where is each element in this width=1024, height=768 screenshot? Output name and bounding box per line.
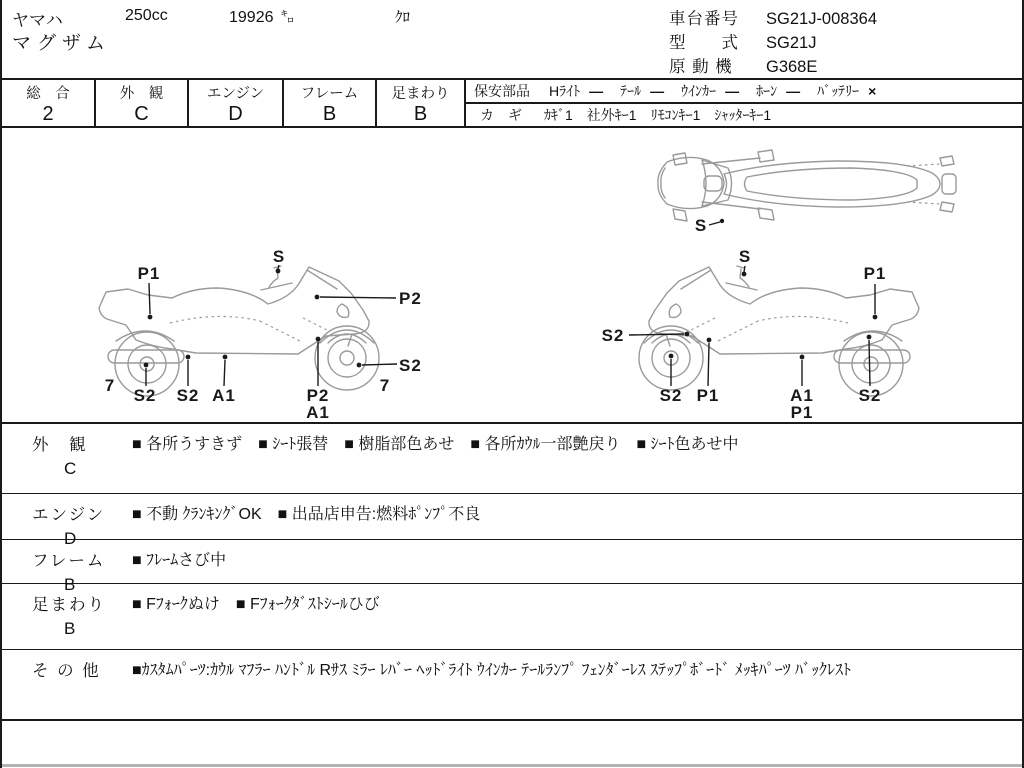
model-name: マグザム [12,33,112,54]
note-section-label [2,540,132,594]
leader-dots-right [669,272,878,360]
grade-cell [96,80,189,126]
damage-code-label: A1 [212,386,236,405]
note-text: ■ ﾌﾚｰﾑさび中 [132,552,227,569]
note-section-label [2,494,132,548]
damage-code-label: S [694,216,708,235]
safety-parts-row [466,80,1022,104]
note-text: ■ Fﾌｫｰｸぬけ ■ Fﾌｫｰｸﾀﾞｽﾄｼｰﾙひび [132,596,380,613]
grade-value: B [322,103,337,125]
grade-value: C [134,103,149,125]
damage-code-label: S2 [858,386,882,405]
damage-code-label: P2 [306,386,330,405]
damage-code-label: S2 [601,326,625,345]
grade-label: エンジン [206,86,265,102]
note-section-name: そ の 他 [32,662,101,680]
grade-strip [2,78,1022,128]
vehicle-diagram [2,128,1022,422]
vehicle-diagram-svg [2,128,1022,422]
safety-part-status: × [868,83,877,99]
empty-row [2,719,1022,767]
mileage [229,7,295,27]
safety-part-status: ― [725,83,740,99]
damage-code-label: P1 [696,386,720,405]
scooter-side-view-left [99,247,422,422]
safety-part-item [817,81,876,101]
grade-cell [377,80,466,126]
safety-part-name: ﾎｰﾝ [756,83,778,99]
note-row [2,494,1022,548]
safety-part-item [620,81,664,101]
grade-label: 総 合 [26,86,70,102]
mileage-value: 19926 [229,9,274,26]
engine-code-value: G368E [766,58,818,76]
note-row [2,584,1022,650]
damage-code-label: 7 [379,376,391,395]
safety-part-status: ― [786,83,801,99]
note-section-label [2,424,132,493]
safety-parts-label: 保安部品 [474,83,530,99]
damage-code-label: P1 [863,264,887,283]
damage-code-label: S [738,247,752,266]
note-section-grade: D [64,529,77,548]
note-row [2,650,1022,721]
body-color: ｸﾛ [395,9,411,26]
scooter-top-view [658,150,956,235]
note-section-label [2,650,132,721]
bottom-strip [2,764,1022,767]
maker-name: ヤマハ [12,11,63,30]
chassis-number-value: SG21J-008364 [766,10,877,28]
note-section-label [2,584,132,649]
model-code-row [669,29,816,53]
safety-part-status: ― [589,83,604,99]
damage-code-label: S2 [133,386,157,405]
damage-code-label: S2 [176,386,200,405]
chassis-number-row [669,5,877,29]
damage-code-label: P1 [790,403,814,422]
grade-cell [2,80,96,126]
note-section-name: 外 観 [32,436,88,454]
safety-parts-box [466,80,1022,126]
model-code-value: SG21J [766,34,817,52]
damage-code-label: P1 [137,264,161,283]
note-section-name: エンジン [32,506,106,524]
grade-value: D [228,103,243,125]
safety-part-item [549,81,603,101]
safety-part-status: ― [650,83,665,99]
damage-code-label: A1 [306,403,330,422]
note-text: ■ 各所うすきず ■ ｼｰﾄ張替 ■ 樹脂部色あせ ■ 各所ｶｳﾙ一部艶戻り ■ ｼｰﾄ色あせ中 [132,436,739,453]
safety-part-item [756,81,800,101]
note-section-grade: B [64,575,76,594]
damage-code-label: S [272,247,286,266]
engine-code-label: 原 動 機 [669,58,733,76]
note-section-grade: B [64,619,76,638]
grade-label: 足まわり [391,86,450,102]
header [2,0,1022,78]
safety-part-name: ﾃｰﾙ [620,83,642,99]
scooter-side-view-right [602,247,919,422]
grade-value: 2 [42,103,54,125]
keys-label: カ ギ [480,107,522,123]
displacement: 250cc [125,7,168,24]
damage-code-label: P2 [399,289,422,308]
condition-notes [2,422,1022,721]
note-row [2,540,1022,594]
keys-row [466,104,1022,126]
chassis-number-label: 車台番号 [669,10,739,28]
model-code-label: 型 式 [669,34,739,52]
safety-part-name: ｳｲﾝｶｰ [681,83,717,99]
grade-cell [189,80,284,126]
note-text: ■ 不動 ｸﾗﾝｷﾝｸﾞOK ■ 出品店申告:燃料ﾎﾟﾝﾌﾟ不良 [132,506,481,523]
damage-code-label: S2 [399,356,422,375]
note-text: ■ｶｽﾀﾑﾊﾟｰﾂ:ｶｳﾙ ﾏﾌﾗｰ ﾊﾝﾄﾞﾙ Rｻｽ ﾐﾗｰ ﾚﾊﾞｰ ﾍｯﾄﾞﾗｲﾄ ｳｲﾝｶｰ ﾃｰﾙﾗﾝﾌﾟ ﾌｪﾝﾀﾞｰﾚｽ ｽﾃｯﾌﾟﾎﾞｰﾄﾞ ﾒｯｷﾊﾟｰﾂ ﾊﾞｯｸﾚｽﾄ [132,662,852,679]
grade-label: フレーム [300,86,359,102]
keys-value: ｶｷﾞ1 社外ｷｰ1 ﾘﾓｺﾝｷｰ1 ｼｬｯﾀｰｷｰ1 [544,107,772,123]
note-section-name: フレーム [32,552,106,570]
grade-label: 外 観 [119,86,164,102]
engine-code-row [669,53,817,77]
safety-part-name: ﾊﾞｯﾃﾘｰ [817,83,860,99]
note-section-name: 足まわり [32,596,106,614]
safety-part-item [681,81,739,101]
note-section-grade: C [64,459,77,478]
note-row [2,424,1022,494]
grade-cell [284,80,377,126]
damage-code-label: S2 [659,386,683,405]
safety-part-name: Hﾗｲﾄ [549,83,581,99]
grade-value: B [413,103,428,125]
damage-code-label: 7 [104,376,116,395]
damage-code-label: A1 [790,386,814,405]
mileage-unit: ㌔ [280,9,295,25]
